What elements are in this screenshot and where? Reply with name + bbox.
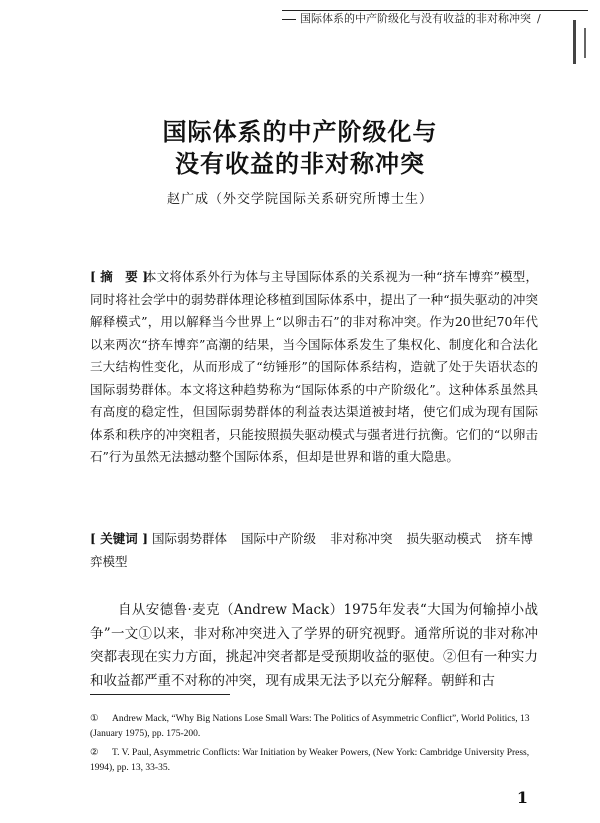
keyword: 国际中产阶级 (241, 531, 317, 546)
footnote-mark: ① (90, 714, 99, 724)
header-rule (282, 19, 296, 20)
header-end-mark: / (537, 12, 541, 25)
author-line: 赵广成（外交学院国际关系研究所博士生） (166, 192, 433, 207)
footnote-divider (90, 694, 230, 695)
title-line-1: 国际体系的中产阶级化与 (162, 118, 438, 146)
title-line-2: 没有收益的非对称冲突 (175, 150, 425, 178)
keywords-label: [ 关键词 ] (90, 531, 149, 546)
footnote (90, 712, 538, 742)
binding-mark-secondary (584, 28, 586, 58)
keyword: 非对称冲突 (330, 531, 393, 546)
keywords-list (90, 531, 533, 569)
keyword: 国际弱势群体 (152, 531, 228, 546)
keywords (90, 528, 538, 573)
article-title (0, 116, 600, 180)
page-number: 1 (516, 788, 528, 807)
keyword: 损失驱动模式 (406, 531, 482, 546)
footnotes (90, 712, 538, 780)
keyword: 挤车博弈模型 (90, 531, 534, 569)
abstract-text: 本文将体系外行为体与主导国际体系的关系视为一种“挤车博弈”模型，同时将社会学中的弱势群体理论移植到国际体系中，提出了一种“损失驱动的冲突解释模式”，用以解释当今世界上“以卵击石”的非对称冲突。作为20世纪70年代以来两次“挤车博弈”高潮的结果，当今国际体系发生了集权化、制度化和合法化三大结构性变化，从而形成了“纺锤形”的国际体系结构，造就了处于失语状态的国际弱势群体。本文将这种趋势称为“国际体系的中产阶级化”。这种体系虽然具有高度的稳定性，但国际弱势群体的利益表达渠道被封堵，使它们成为现有国际体系和秩序的冲突粗者，只能按照损失驱动模式与强者进行抗衡。它们的“以卵击石”行为虽然无法撼动整个国际体系，但却是世界和谐的重大隐患。 (90, 269, 538, 464)
running-header (282, 10, 588, 27)
abstract-label: [ 摘 要 ] (90, 269, 149, 284)
footnote-text: T. V. Paul, Asymmetric Conflicts: War Initiation by Weaker Powers, (New York: Cambridge University Press, 1994), pp. 13, 33-35. (90, 748, 530, 773)
footnote-text: Andrew Mack, “Why Big Nations Lose Small Wars: The Politics of Asymmetric Conflict”, World Politics, 13 (January 1975), pp. 175-200. (90, 714, 530, 739)
footnote-mark: ② (90, 748, 99, 758)
binding-mark (573, 20, 576, 64)
body-paragraph: 自从安德鲁·麦克（Andrew Mack）1975年发表“大国为何输掉小战争”一文①以来，非对称冲突进入了学界的研究视野。通常所说的非对称冲突都表现在实力方面，挑起冲突者都是受预期收益的驱使。②但有一种实力和收益都严重不对称的冲突，现有成果无法予以充分解释。朝鲜和古 (90, 602, 538, 689)
running-header-text: 国际体系的中产阶级化与没有收益的非对称冲突 (300, 12, 531, 25)
abstract (90, 266, 538, 469)
footnote (90, 746, 538, 776)
